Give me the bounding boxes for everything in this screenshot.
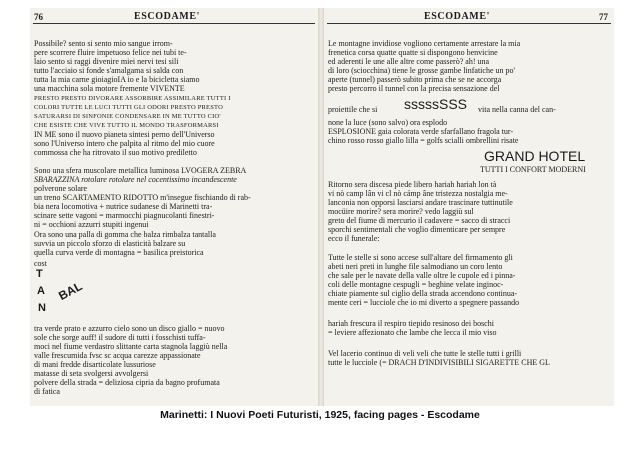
text-line: tra verde prato e azzurro cielo sono un disco giallo = nuovo — [34, 324, 225, 333]
text-line: pere scorrere fluire impetuoso felice nei tubi te- — [34, 48, 187, 57]
header-rule — [327, 23, 611, 24]
text-line: sporchi sentimentali che voglio dimenticare per sempre — [328, 225, 506, 234]
text-line: SBARAZZINA rotolare rotolare nel cocentissimo incandescente — [34, 175, 237, 184]
text-line: di mani fredde disarticolate lussuriose — [34, 360, 156, 369]
text-line: sono l'Universo intero che palpita al ritmo del mio cuore — [34, 139, 215, 148]
text-line: Ora sono una palla di gomma che balza rimbalza tantalla — [34, 230, 216, 239]
text-line: ed aderenti le une alle altre come passerò? ah! una — [328, 57, 490, 66]
text-line: sole che sorge auff! il sudore di tutti i fosschisti tuffa- — [34, 333, 206, 342]
text-line: aperte (tunnel) passerò subito prima che se ne accorga — [328, 75, 502, 84]
text-line: none la luce (sono salvo) ora esplodo — [328, 118, 448, 127]
page-number: 77 — [599, 12, 608, 22]
text-line: vi nò camp lân vi cl nò cámp âne tristezza nostalgia me- — [328, 189, 508, 198]
text-line: quella curva verde di montagna = basilica preistorica — [34, 248, 204, 257]
text-line: chiate piamente sul ciglio della strada accendono continua- — [328, 289, 518, 298]
text-line: greto del fiume di mercurio il cadavere = sacco di stracci — [328, 216, 511, 225]
book-spread — [30, 8, 614, 406]
text-line: polvere della strada = deliziosa cipria da bagno profumata — [34, 378, 220, 387]
text-line: abeti neri preti in lunghe file salmodiano un coro lento — [328, 262, 503, 271]
left-page — [30, 8, 318, 406]
running-header: ESCODAME' — [134, 11, 200, 22]
text-line: Possibile? sento si sento mio sangue irrom- — [34, 39, 173, 48]
text-line: = leviere affezionato che lambe che lecca il mio viso — [328, 328, 497, 337]
text-line: Sono una sfera muscolare metallica luminosa LVOGERA ZEBRA — [34, 166, 247, 175]
crescendo-sound: sssssSSS — [404, 96, 468, 112]
text-line: cost — [34, 259, 47, 268]
text-line: tutte le lucciole (= DRACH D'INDIVISIBILI SIGARETTE CHE GL — [328, 358, 550, 367]
text-line: ecco il funerale: — [328, 234, 380, 243]
running-header: ESCODAME' — [424, 11, 490, 22]
text-line: matasse di seta svolgersi avvolgersi — [34, 369, 149, 378]
text-line: coli delle montagne cespugli = beghine velate inginoc- — [328, 280, 504, 289]
text-line: tutta la mia carne gioiagioIA io e la bicicletta siamo — [34, 75, 200, 84]
text-line: valle frescumida fvsc sc acqua carezze appassionate — [34, 351, 201, 360]
header-rule — [33, 23, 315, 24]
right-page — [324, 8, 614, 406]
text-line: presto percorro il tunnel con la precisa sensazione del — [328, 84, 500, 93]
page-number: 76 — [34, 12, 43, 22]
text-line: proiettile che si — [328, 105, 378, 114]
tumbling-letter: N — [38, 302, 46, 314]
tumbling-letter: T — [36, 268, 43, 280]
text-line: Vel lacerio continuo di veli veli che tutte le stelle tutti i grilli — [328, 349, 522, 358]
text-line: Ritorno sera discesa piede libero hariah hariah lon tà — [328, 180, 497, 189]
text-line: suvvia un piccolo sforzo di elasticità balzare su — [34, 239, 186, 248]
bal-text: BAL — [56, 279, 85, 303]
text-line: Tutte le stelle si sono accese sull'altare del firmamento gli — [328, 253, 513, 262]
text-line: ni = occhioni azzurri stupiti ingenui — [34, 220, 149, 229]
text-line: commossa che ha ritrovato il suo motivo prediletto — [34, 148, 197, 157]
text-line: di loro (sciocchina) tiene le grosse gambe linfatiche un po' — [328, 66, 515, 75]
text-line: Le montagne invidiose vogliono certamente arrestare la mia — [328, 39, 521, 48]
text-line: una macchina sola motore fremente VIVENTE — [34, 84, 185, 93]
text-line: vita nella canna del can- — [478, 105, 556, 114]
text-line: scinare sette vagoni = marmocchi piagnucolanti finestri- — [34, 211, 215, 220]
text-line: mente ceri = lucciole che io mi diverto a spegnere passando — [328, 298, 520, 307]
tumbling-letter: A — [37, 285, 45, 297]
text-line: polverone solare — [34, 184, 88, 193]
text-line: frenetica corsa quatte quatte si dispongono benvicine — [328, 48, 498, 57]
text-line: chino rosso rosso giallo lilla = golfs scialli ombrellini risate — [328, 136, 519, 145]
text-line: CHE ESISTE CHE VIVE TUTTO IL MONDO TRASFORMARSI — [34, 122, 219, 129]
text-line: bia nera locomotiva + nutrice sudanese di Marinetti tra- — [34, 202, 213, 211]
hotel-subheading: TUTTI I CONFORT MODERNI — [480, 165, 586, 174]
text-line: un treno SCARTAMENTO RIDOTTO m'insegue fischiando di rab- — [34, 193, 251, 202]
text-line: moci nel fiume verdastro slittante carta stagnola laggiù nella — [34, 342, 228, 351]
text-line: di fatica — [34, 387, 60, 396]
text-line: mocüire morire? sera morire? vedo laggiù sul — [328, 207, 474, 216]
text-line: IN ME sono il nuovo pianeta sintesi perno dell'Universo — [34, 130, 215, 139]
grand-hotel-heading: GRAND HOTEL — [484, 148, 586, 164]
text-line: hariah frescura il respiro tiepido resinoso dei boschi — [328, 319, 494, 328]
figure-caption: Marinetti: I Nuovi Poeti Futuristi, 1925, facing pages - Escodame — [160, 409, 480, 421]
text-line: tutto l'acciaio si fonde s'amalgama si salda con — [34, 66, 184, 75]
text-line: laio sento si raggi divenire miei nervi tesi sili — [34, 57, 179, 66]
text-line: PRESTO PRESTO DIVORARE ASSORBIRE ASSIMILARE TUTTI I — [34, 95, 231, 102]
text-line: lanconia non opporsi lasciarsi andare trascinare tuttinutile — [328, 198, 513, 207]
text-line: SATURARSI DI SINFONIE CONDENSARE IN ME TUTTO CIO' — [34, 113, 221, 120]
text-line: che sale per le navate della valle oltre le cupole ed i pinna- — [328, 271, 516, 280]
text-line: COLORI TUTTE LE LUCI TUTTI GLI ODORI PRESTO PRESTO — [34, 104, 223, 111]
text-line: ESPLOSIONE gaia colorata verde sfarfallano fragola tur- — [328, 127, 514, 136]
